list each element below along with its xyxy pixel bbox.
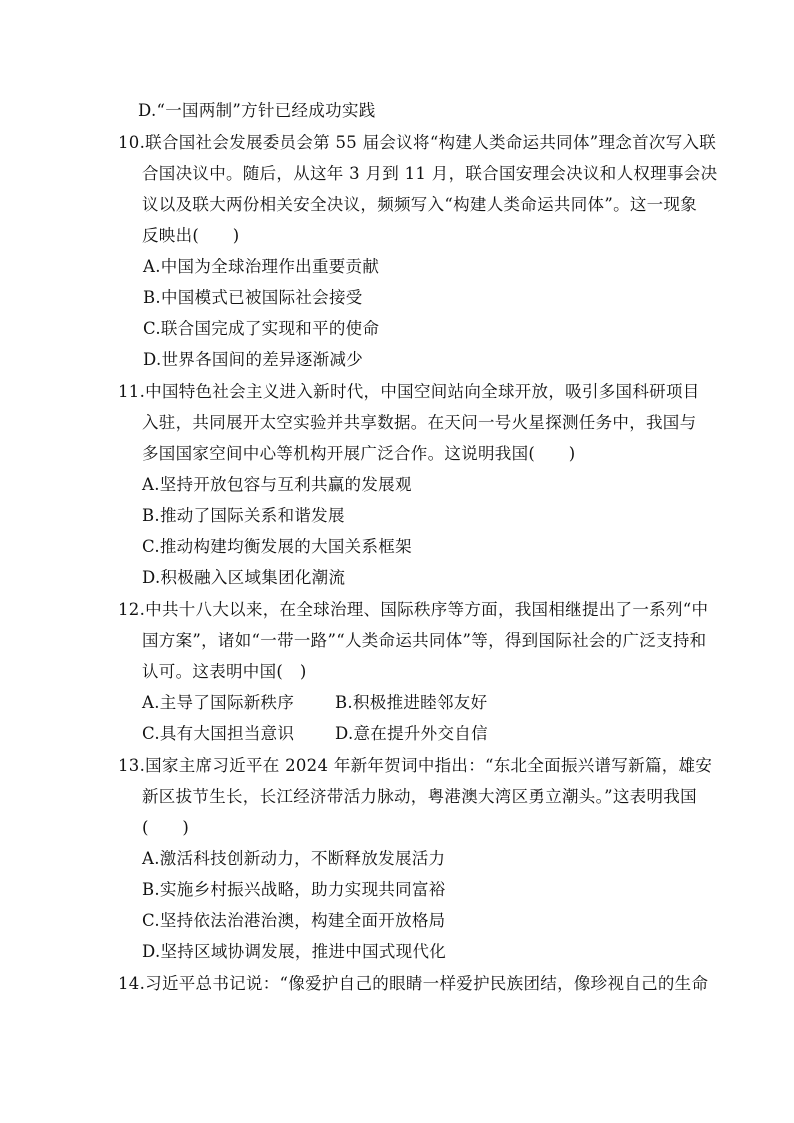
option-b: B.中国模式已被国际社会接受 [143,288,363,307]
question-text-line: 10.联合国社会发展委员会第 55 届会议将“构建人类命运共同体”理念首次写入联 [118,133,717,152]
option-c: C.坚持依法治港治澳，构建全面开放格局 [142,911,446,930]
question-text-line: 14.习近平总书记说：“像爱护自己的眼睛一样爱护民族团结，像珍视自己的生命 [118,974,709,993]
question-text-line: 新区拔节生长，长江经济带活力脉动，粤港澳大湾区勇立潮头。”这表明我国 [142,787,697,806]
option-d: D.意在提升外交自信 [335,724,488,743]
question-text-line: 入驻，共同展开太空实验并共享数据。在天问一号火星探测任务中，我国与 [142,413,697,432]
question-text-line: 11.中国特色社会主义进入新时代，中国空间站向全球开放，吸引多国科研项目 [118,382,700,401]
question-text-line: 反映出( ) [142,226,240,245]
option-c: C.联合国完成了实现和平的使命 [143,319,380,338]
option-d: D.积极融入区域集团化潮流 [142,568,346,587]
option-a: A.坚持开放包容与互利共赢的发展观 [142,475,412,494]
question-text-line: 议以及联大两份相关安全决议，频频写入“构建人类命运共同体”。这一现象 [142,195,698,214]
question-text-line: 合国决议中。随后，从这年 3 月到 11 月，联合国安理会决议和人权理事会决 [142,164,718,183]
question-text-line: 13.国家主席习近平在 2024 年新年贺词中指出：“东北全面振兴谱写新篇，雄安 [118,756,713,775]
question-text-line: 12.中共十八大以来，在全球治理、国际秩序等方面，我国相继提出了一系列“中 [118,600,709,619]
option-d: D.坚持区域协调发展，推进中国式现代化 [142,942,447,961]
option-d-prev-question: D.“一国两制”方针已经成功实践 [138,101,376,120]
question-text-line: ( ) [142,818,190,837]
option-b: B.积极推进睦邻友好 [335,693,488,712]
option-a: A.激活科技创新动力，不断释放发展活力 [142,849,446,868]
question-text-line: 认可。这表明中国( ) [142,662,307,681]
option-d: D.世界各国间的差异逐渐减少 [143,350,364,369]
question-text-line: 国方案”，诸如“一带一路”“人类命运共同体”等，得到国际社会的广泛支持和 [142,631,707,650]
question-text-line: 多国国家空间中心等机构开展广泛合作。这说明我国( ) [142,444,576,463]
option-c: C.具有大国担当意识 [142,724,295,743]
option-c: C.推动构建均衡发展的大国关系框架 [142,537,412,556]
option-b: B.推动了国际关系和谐发展 [142,506,345,525]
option-a: A.中国为全球治理作出重要贡献 [143,257,380,276]
option-b: B.实施乡村振兴战略，助力实现共同富裕 [142,880,446,899]
option-a: A.主导了国际新秩序 [142,693,295,712]
